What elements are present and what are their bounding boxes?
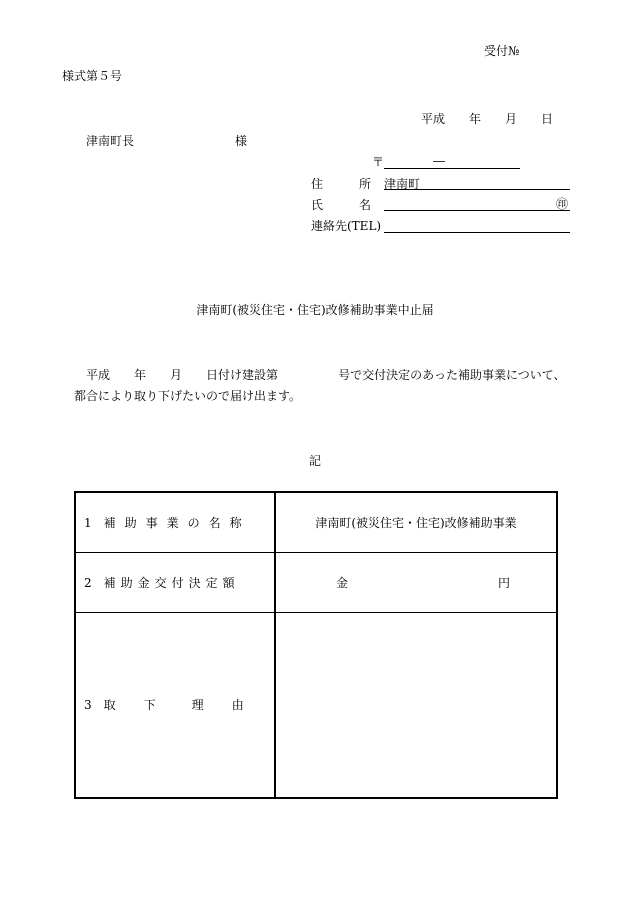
document-title: 津南町(被災住宅・住宅)改修補助事業中止届 bbox=[196, 303, 434, 317]
body-era: 平成 bbox=[86, 368, 111, 382]
ki-heading: 記 bbox=[308, 454, 321, 468]
row-2-value-cell[interactable] bbox=[275, 552, 557, 612]
postal-mark: 〒 bbox=[372, 155, 385, 169]
date-line bbox=[421, 112, 553, 126]
row-label-part: 由 bbox=[231, 698, 244, 713]
postal-dash: ― bbox=[433, 154, 445, 168]
row-label-part: 下 bbox=[143, 698, 156, 713]
name-label-2: 名 bbox=[359, 198, 372, 212]
row-label: 補助金交付決定額 bbox=[103, 575, 240, 590]
row-label-part: 取 bbox=[103, 698, 116, 713]
row-number: 1 bbox=[84, 515, 92, 530]
body-line-1 bbox=[86, 368, 565, 382]
address-value: 津南町 bbox=[384, 177, 421, 191]
table-row bbox=[75, 612, 557, 798]
row-number: 2 bbox=[84, 575, 92, 590]
honorific: 様 bbox=[235, 134, 248, 148]
row-1-value-cell bbox=[275, 492, 557, 552]
postal-code-field[interactable] bbox=[384, 168, 520, 169]
address-label-2: 所 bbox=[359, 177, 372, 191]
date-day: 日 bbox=[541, 112, 554, 126]
address-field[interactable] bbox=[384, 189, 570, 190]
table-row bbox=[75, 492, 557, 552]
date-era: 平成 bbox=[421, 112, 446, 126]
date-month: 月 bbox=[505, 112, 518, 126]
row-2-label-cell bbox=[75, 552, 275, 612]
row-label: 補助事業の名称 bbox=[103, 515, 251, 530]
receipt-number-label: 受付№ bbox=[484, 44, 520, 58]
amount-suffix: 円 bbox=[498, 575, 511, 590]
address-label-1: 住 bbox=[311, 177, 324, 191]
row-1-label-cell bbox=[75, 492, 275, 552]
row-3-label-cell bbox=[75, 612, 275, 798]
details-table bbox=[74, 491, 558, 799]
row-number: 3 bbox=[84, 698, 92, 713]
body-date-part: 日付け建設第 bbox=[206, 368, 279, 382]
name-label-1: 氏 bbox=[311, 198, 324, 212]
body-year: 年 bbox=[134, 368, 147, 382]
amount-prefix: 金 bbox=[336, 575, 349, 590]
body-month: 月 bbox=[170, 368, 183, 382]
contact-field[interactable] bbox=[384, 232, 570, 233]
seal-mark: ㊞ bbox=[556, 197, 569, 211]
table-row bbox=[75, 552, 557, 612]
name-field[interactable] bbox=[384, 210, 570, 211]
body-rest: 号で交付決定のあった補助事業について、 bbox=[338, 368, 566, 382]
body-line-2: 都合により取り下げたいので届け出ます。 bbox=[74, 389, 302, 403]
project-name-value: 津南町(被災住宅・住宅)改修補助事業 bbox=[315, 515, 517, 530]
date-year: 年 bbox=[469, 112, 482, 126]
withdrawal-reason-cell[interactable] bbox=[275, 612, 557, 798]
row-label-part: 理 bbox=[191, 698, 204, 713]
form-number: 様式第５号 bbox=[62, 69, 123, 83]
contact-label: 連絡先(TEL) bbox=[311, 219, 382, 233]
addressee: 津南町長 bbox=[86, 134, 135, 148]
